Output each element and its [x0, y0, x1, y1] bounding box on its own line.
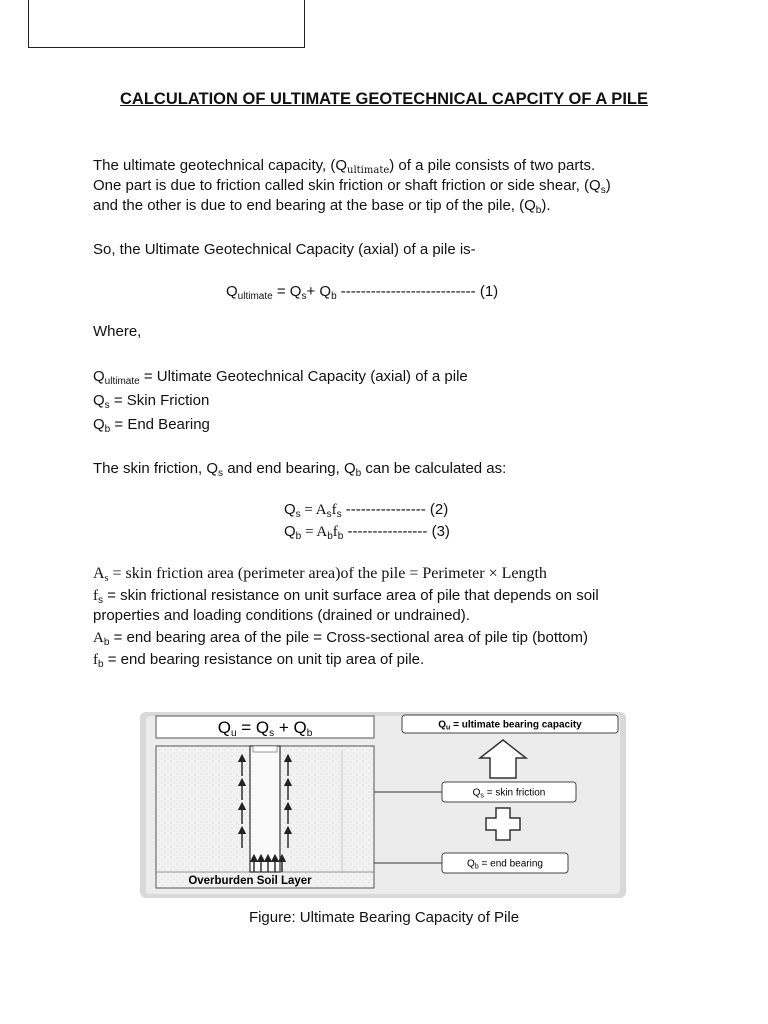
def-q-b: $Q_b$ = End Bearing — [93, 416, 210, 435]
intro-line-2: One part is due to friction called skin friction or shaft friction or side shear, $(Q_s)$ — [93, 177, 611, 196]
intro-line-3: and the other is due to end bearing at the base or tip of the pile, $(Q_b)$. — [93, 197, 551, 216]
pile-capacity-figure — [140, 712, 626, 898]
equation-3: $Q_b = A_bf_b$ ---------------- (3) — [284, 523, 450, 542]
label-skin-friction: $Q_s$ = skin friction — [472, 787, 546, 800]
where-label: Where, — [93, 323, 142, 340]
def-q-ultimate: $Q_{ultimate}$ = Ultimate Geotechnical Capacity (axial) of a pile — [93, 368, 468, 387]
term-fs: $f_s$ = skin frictional resistance on unit surface area of pile that depends on soil — [93, 587, 599, 606]
so-line: So, the Ultimate Geotechnical Capacity (axial) of a pile is- — [93, 241, 476, 258]
intro-line-1: The ultimate geotechnical capacity, $(Q_{ultimate})$ of a pile consists of two parts. — [93, 157, 596, 176]
term-as: $A_s$ = skin friction area (perimeter area)of the pile = Perimeter × Length — [93, 565, 547, 584]
intro-paragraph — [93, 156, 693, 216]
equation-1: $Q_{ultimate} = Q_s+ Q_b$ --------------------------- (1) — [226, 283, 499, 302]
label-ultimate: $Q_u$ = ultimate bearing capacity — [438, 719, 582, 732]
term-ab: $A_b$ = end bearing area of the pile = Cross-sectional area of pile tip (bottom) — [93, 629, 589, 648]
pile — [250, 746, 280, 872]
calc-line: The skin friction, $Q_s$ and end bearing, $Q_b$ can be calculated as: — [93, 460, 507, 479]
definitions-list — [93, 367, 693, 435]
label-end-bearing: $Q_b$ = end bearing — [467, 858, 543, 871]
terms-list — [93, 563, 713, 670]
equation-2: $Q_s = A_sf_s$ ---------------- (2) — [284, 501, 449, 520]
header-box — [28, 0, 305, 48]
term-fs-cont: properties and loading conditions (drained or undrained). — [93, 607, 470, 624]
term-fb: $f_b$ = end bearing resistance on unit tip area of pile. — [93, 651, 425, 670]
page-title: CALCULATION OF ULTIMATE GEOTECHNICAL CAPCITY OF A PILE — [120, 90, 648, 108]
figure-equation: Qu = Qs + Qb — [217, 718, 313, 739]
figure-caption: Figure: Ultimate Bearing Capacity of Pile — [248, 909, 520, 926]
def-q-s: $Q_s$ = Skin Friction — [93, 392, 210, 411]
soil-layer-label: Overburden Soil Layer — [188, 875, 312, 887]
